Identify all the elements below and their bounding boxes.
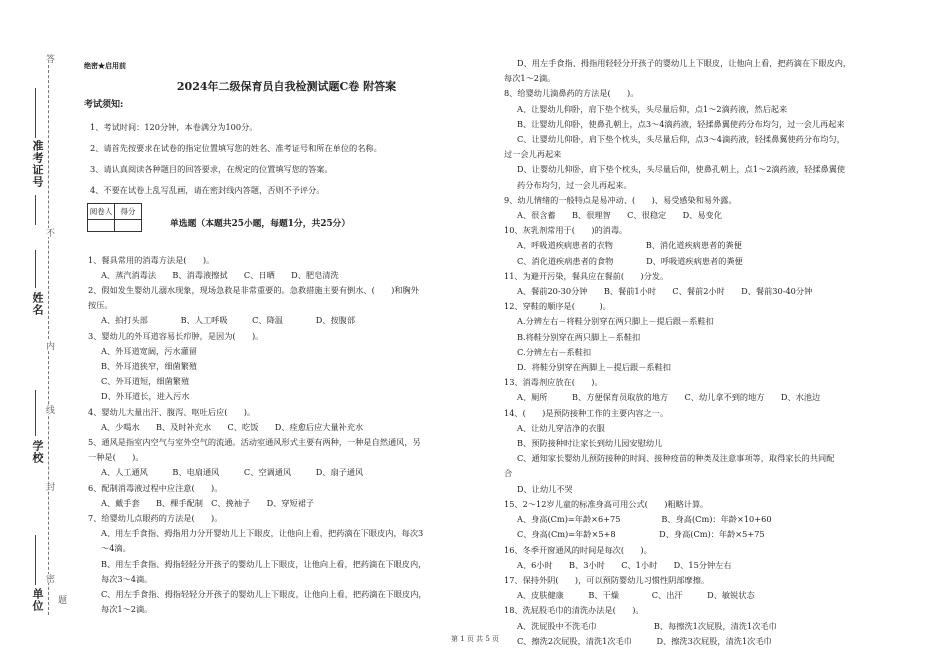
option-line: A、拍打头部 B、人工呼吸 C、降温 D、按腹部 [101, 315, 356, 326]
right-questions [500, 56, 918, 649]
binding-mark: 线 [44, 405, 54, 414]
option-line: A、蒸汽消毒法 B、消毒液擦拭 C、日晒 D、肥皂清洗 [101, 269, 339, 280]
option-line: A、很含蓄 B、很理智 C、很稳定 D、易变化 [517, 210, 722, 221]
binding-mark: 封 [44, 482, 54, 491]
left-questions [84, 253, 489, 618]
option-line: A、厕所 B、方便保育员取放的地方 C、幼儿拿不到的地方 D、水池边 [517, 392, 821, 403]
option-line: B、外耳道狭窄，细菌繁殖 [101, 361, 198, 372]
notice-item: 3、请认真阅读各种题目的回答要求，在规定的位置填写您的答案。 [90, 163, 333, 174]
question-line: 10、灰乳剂常用于( )的消毒。 [504, 225, 628, 236]
option-line: 每次3～4滴。 [101, 573, 153, 584]
option-line: A、让幼儿穿洁净的衣服 [517, 422, 605, 433]
question-line: 18、洗屁股毛巾的清洗办法是( )。 [504, 605, 644, 616]
question-line: 13、消毒剂应放在( )。 [504, 377, 603, 388]
question-line: 14、( )是预防接种工作的主要内容之一。 [504, 407, 669, 418]
option-line: C.分辨左右－系鞋扣 [517, 346, 592, 357]
binding-dashed-line [48, 55, 49, 615]
question-line: 6、配制消毒液过程中应注意( )。 [88, 482, 223, 493]
option-line: 每次1～2滴。 [101, 604, 153, 615]
question-line: 16、冬季开窗通风的时间是每次( )。 [504, 544, 652, 555]
binding-mark: 内 [44, 341, 54, 350]
question-line: 每次1～2滴。 [504, 73, 556, 84]
grader-cell[interactable] [88, 219, 115, 231]
score-header: 得分 [115, 203, 142, 219]
name-field[interactable] [35, 250, 36, 288]
exam-number-field[interactable] [35, 88, 36, 138]
score-table [87, 203, 142, 232]
binding-mark: 题 [56, 595, 66, 604]
binding-mark: 密 [44, 574, 54, 583]
option-line: C、外耳道短，细菌繁殖 [101, 376, 190, 387]
option-line: D、让幼儿不哭 [517, 483, 573, 494]
option-line: D、外耳道长，进入污水 [101, 391, 190, 402]
section-title: 单选题（本题共25小题，每题1分，共25分） [170, 218, 351, 229]
score-section [84, 203, 489, 239]
question-line: 12、穿鞋的顺序是( )。 [504, 301, 611, 312]
option-line: A、餐前20-30分钟 B、餐前1小时 C、餐前2小时 D、餐前30-40分钟 [517, 286, 813, 297]
binding-mark: 答 [44, 54, 54, 63]
question-line: 按压。 [88, 300, 113, 311]
question-line: 8、给婴幼儿滴鼻药的方法是( )。 [504, 88, 639, 99]
notice-item: 1、考试时间：120分钟，本卷满分为100分。 [90, 121, 258, 132]
option-line: D、用左手食指、拇指用轻轻分开孩子的婴幼儿上下眼皮，让他向上看，把药滴在下眼皮内， [517, 58, 852, 68]
option-line: A、身高(Cm)=年龄×6+75 B、身高(Cm)：年龄×10+60 [517, 514, 772, 525]
unit-label: 单位 [31, 588, 44, 612]
question-line: 一种是( )。 [88, 452, 144, 463]
question-line: 3、婴幼儿的外耳道容易长疖肿，是因为( )。 [88, 330, 264, 341]
option-line: A、呼吸道疾病患者的衣物 B、消化道疾病患者的粪便 [517, 240, 742, 251]
option-line: D、让婴幼儿仰卧，肩下垫个枕头，头尽量后仰，使鼻孔朝上，点1～2滴药液，轻揉鼻翼使 [517, 164, 846, 175]
grader-header: 阅卷人 [88, 203, 115, 219]
question-line: 17、保持外阴( )，可以预防婴幼儿习惯性阴部摩擦。 [504, 574, 710, 585]
option-line: A、戴手套 B、棵手配制 C、挽袖子 D、穿短裙子 [101, 497, 315, 508]
question-line: 9、幼儿情绪的一般特点是易冲动、( )、易受感染和易外露。 [504, 194, 737, 205]
notice-item: 4、不要在试卷上乱写乱画，请在密封线内答题，否则不予评分。 [90, 184, 325, 195]
score-cell[interactable] [115, 219, 142, 231]
option-line: A、用左手食指、拇指用力分开婴幼儿上下眼皮，让他向上看，把药滴在下眼皮内，每次3 [101, 528, 424, 539]
option-line: C、用左手食指、拇指轻轻分开孩子的婴幼儿上下眼皮，让他向上看，把药滴在下眼皮内， [101, 589, 427, 600]
option-line: B、预防接种时让家长到幼儿园安慰幼儿 [517, 438, 663, 449]
question-line: 合 [504, 468, 513, 479]
question-line: 15、2～12岁儿童的标准身高可用公式( )粗略计算。 [504, 498, 709, 509]
option-line: C、消化道疾病患者的食物 D、呼吸道疾病患者的粪便 [517, 255, 743, 266]
secret-label: 绝密★启用前 [84, 61, 126, 70]
school-field[interactable] [35, 390, 36, 436]
option-line: A.分辨左右－将鞋分别穿在两只脚上－提后跟－系鞋扣 [517, 316, 714, 327]
option-line: A、人工通风 B、电扇通风 C、空调通风 D、扇子通风 [101, 467, 364, 478]
left-column [84, 56, 489, 617]
question-line: 过一会儿再起来 [504, 149, 562, 160]
option-line: B.将鞋分别穿在两只脚上－系鞋扣 [517, 331, 641, 342]
option-line: B、让婴幼儿仰卧，使鼻孔朝上，点3～4滴药液，轻揉鼻翼使药分布均匀，过一会儿再起来 [517, 118, 845, 129]
exam-number-field-ext[interactable] [35, 195, 36, 225]
question-line: 4、婴幼儿大量出汗、腹泻、呕吐后应( )。 [88, 406, 256, 417]
question-line: 7、给婴幼儿点眼药的方法是( )。 [88, 513, 223, 524]
option-line: A、少喝水 B、及时补充水 C、吃饭 D、痊愈后应大量补充水 [101, 421, 364, 432]
question-line: 1、餐具常用的消毒方法是( )。 [88, 254, 215, 265]
option-line: B、用左手食指、拇指轻轻分开孩子的婴幼儿上下眼皮，让他向上看，把药滴在下眼皮内， [101, 558, 427, 569]
option-line: C、让婴幼儿仰卧，肩下垫个枕头，头尽量后仰，点3～4滴药液，轻揉鼻翼使药分布均匀， [517, 134, 845, 145]
option-line: C、通知家长婴幼儿预防接种的时间、接种疫苗的种类及注意事项等，取得家长的共同配 [517, 453, 835, 464]
question-line: 11、为避开污染，餐具应在餐前( )分发。 [504, 270, 669, 281]
notice-heading: 考试须知: [84, 100, 124, 111]
option-line: C、擦洗2次屁股，清洗1次毛巾 D、擦洗3次屁股，清洗1次毛巾 [517, 635, 772, 646]
option-line: ～4滴。 [101, 543, 131, 554]
binding-mark: 不 [44, 228, 54, 237]
question-line: 2、假如发生婴幼儿溺水现象，现场急救是非常重要的。急救措施主要有倒水、( )和胸外 [88, 285, 419, 296]
unit-field[interactable] [35, 535, 36, 585]
school-label: 学校 [31, 440, 44, 464]
option-line: A、外耳道宽阔，污水灌留 [101, 345, 197, 356]
option-line: A、洗屁股中不洗毛巾 B、每擦洗1次屁股，清洗1次毛巾 [517, 620, 777, 631]
exam-title: 2024年二级保育员自我检测试题C卷 附答案 [176, 80, 397, 94]
right-column [500, 56, 918, 649]
page-footer: 第 1 页 共 5 页 [450, 635, 500, 643]
option-line: A、让婴幼儿仰卧，肩下垫个枕头，头尽量后仰，点1～2滴药液，然后起来 [517, 103, 788, 114]
notice-item: 2、请首先按要求在试卷的指定位置填写您的姓名、准考证号和所在单位的名称。 [90, 142, 382, 153]
option-line: D．将鞋分别穿在两脚上－提后跟－系鞋扣 [517, 362, 671, 373]
question-line: 5、通风是指室内空气与室外空气的流通。活动室通风形式主要有两种，一种是自然通风，另 [88, 437, 421, 448]
option-line: A、皮肤健康 B、干燥 C、出汗 D、敏锐状态 [517, 590, 755, 601]
option-line: 药分布均匀，过一会儿再起来。 [517, 179, 632, 190]
name-label: 姓名 [31, 292, 44, 316]
option-line: C、身高(Cm)=年龄×5+8 D、身高(Cm)：年龄×5+75 [517, 529, 765, 540]
option-line: A、6小时 B、3小时 C、1小时 D、15分钟左右 [517, 559, 732, 570]
exam-number-label: 准考证号 [31, 140, 44, 188]
